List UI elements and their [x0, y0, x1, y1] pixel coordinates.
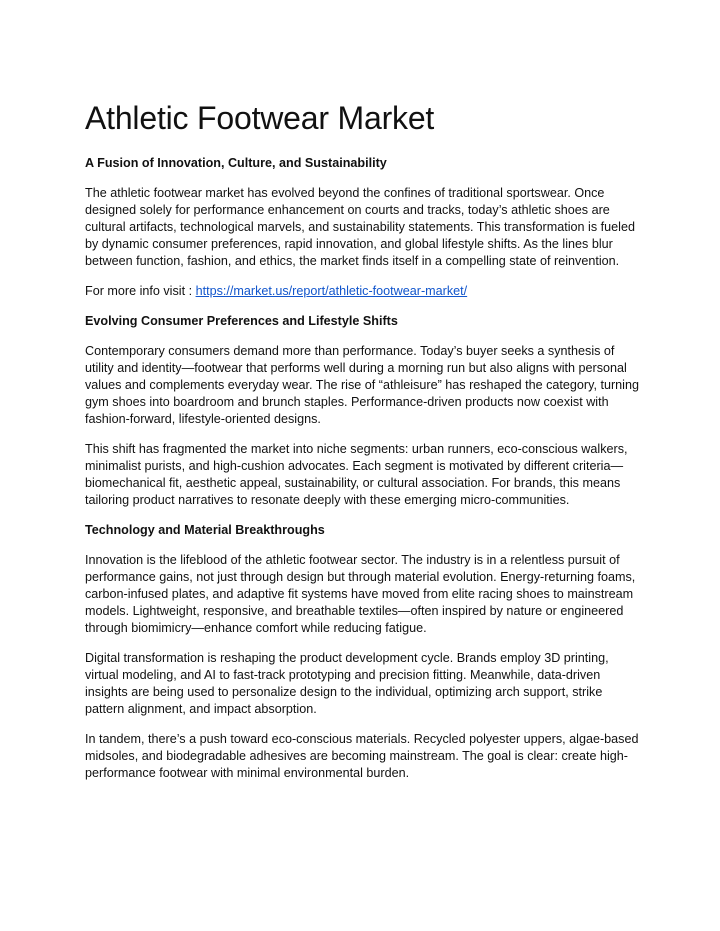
- section-technology-paragraph-1: Innovation is the lifeblood of the athletic footwear sector. The industry is in a relentless pursuit of performance gains, not just through design but through material evolution. Energy-returning foams, carbon-infused plates, and adaptive fit systems have moved from elite racing shoes to mainstream models. Lightweight, responsive, and breathable textiles—often inspired by nature or engineered through biomimicry—enhance comfort while reducing fatigue.: [85, 553, 636, 635]
- section-consumer-paragraph-2: This shift has fragmented the market into niche segments: urban runners, eco-conscious walkers, minimalist purists, and high-cushion advocates. Each segment is motivated by different criteria—biomechanical fit, aesthetic appeal, sustainability, or cultural association. For brands, this means tailoring product narratives to resonate deeply with these emerging micro-communities.: [85, 442, 628, 507]
- more-info-label: For more info visit :: [85, 284, 196, 298]
- intro-paragraph: The athletic footwear market has evolved beyond the confines of traditional sportswear. Once designed solely for performance enhancement on courts and tracks, today’s athletic shoes are cultural artifacts, technological marvels, and sustainability statements. This transformation is fueled by dynamic consumer preferences, rapid innovation, and global lifestyle shifts. As the lines blur between function, fashion, and ethics, the market finds itself in a compelling state of reinvention.: [85, 186, 635, 268]
- section-consumer-paragraph-1: Contemporary consumers demand more than performance. Today’s buyer seeks a synthesis of utility and identity—footwear that performs well during a morning run but also aligns with personal values and complements everyday wear. The rise of “athleisure” has reshaped the category, turning gym shoes into boardroom and brunch staples. Performance-driven products now coexist with fashion-forward, lifestyle-oriented designs.: [85, 344, 639, 426]
- document-subtitle: A Fusion of Innovation, Culture, and Sustainability: [85, 156, 387, 170]
- section-heading-consumer: Evolving Consumer Preferences and Lifestyle Shifts: [85, 314, 398, 328]
- document-title: Athletic Footwear Market: [85, 100, 435, 136]
- section-technology-paragraph-3: In tandem, there’s a push toward eco-conscious materials. Recycled polyester uppers, algae-based midsoles, and biodegradable adhesives are becoming mainstream. The goal is clear: create high-performance footwear with minimal environmental burden.: [85, 732, 639, 780]
- document-body: [85, 96, 641, 782]
- section-technology-paragraph-2: Digital transformation is reshaping the product development cycle. Brands employ 3D printing, virtual modeling, and AI to fast-track prototyping and precision fitting. Meanwhile, data-driven insights are being used to personalize design to the individual, optimizing arch support, strike pattern alignment, and impact absorption.: [85, 651, 609, 716]
- section-heading-technology: Technology and Material Breakthroughs: [85, 523, 325, 537]
- more-info-line: [85, 283, 641, 300]
- more-info-link[interactable]: https://market.us/report/athletic-footwear-market/: [195, 284, 468, 298]
